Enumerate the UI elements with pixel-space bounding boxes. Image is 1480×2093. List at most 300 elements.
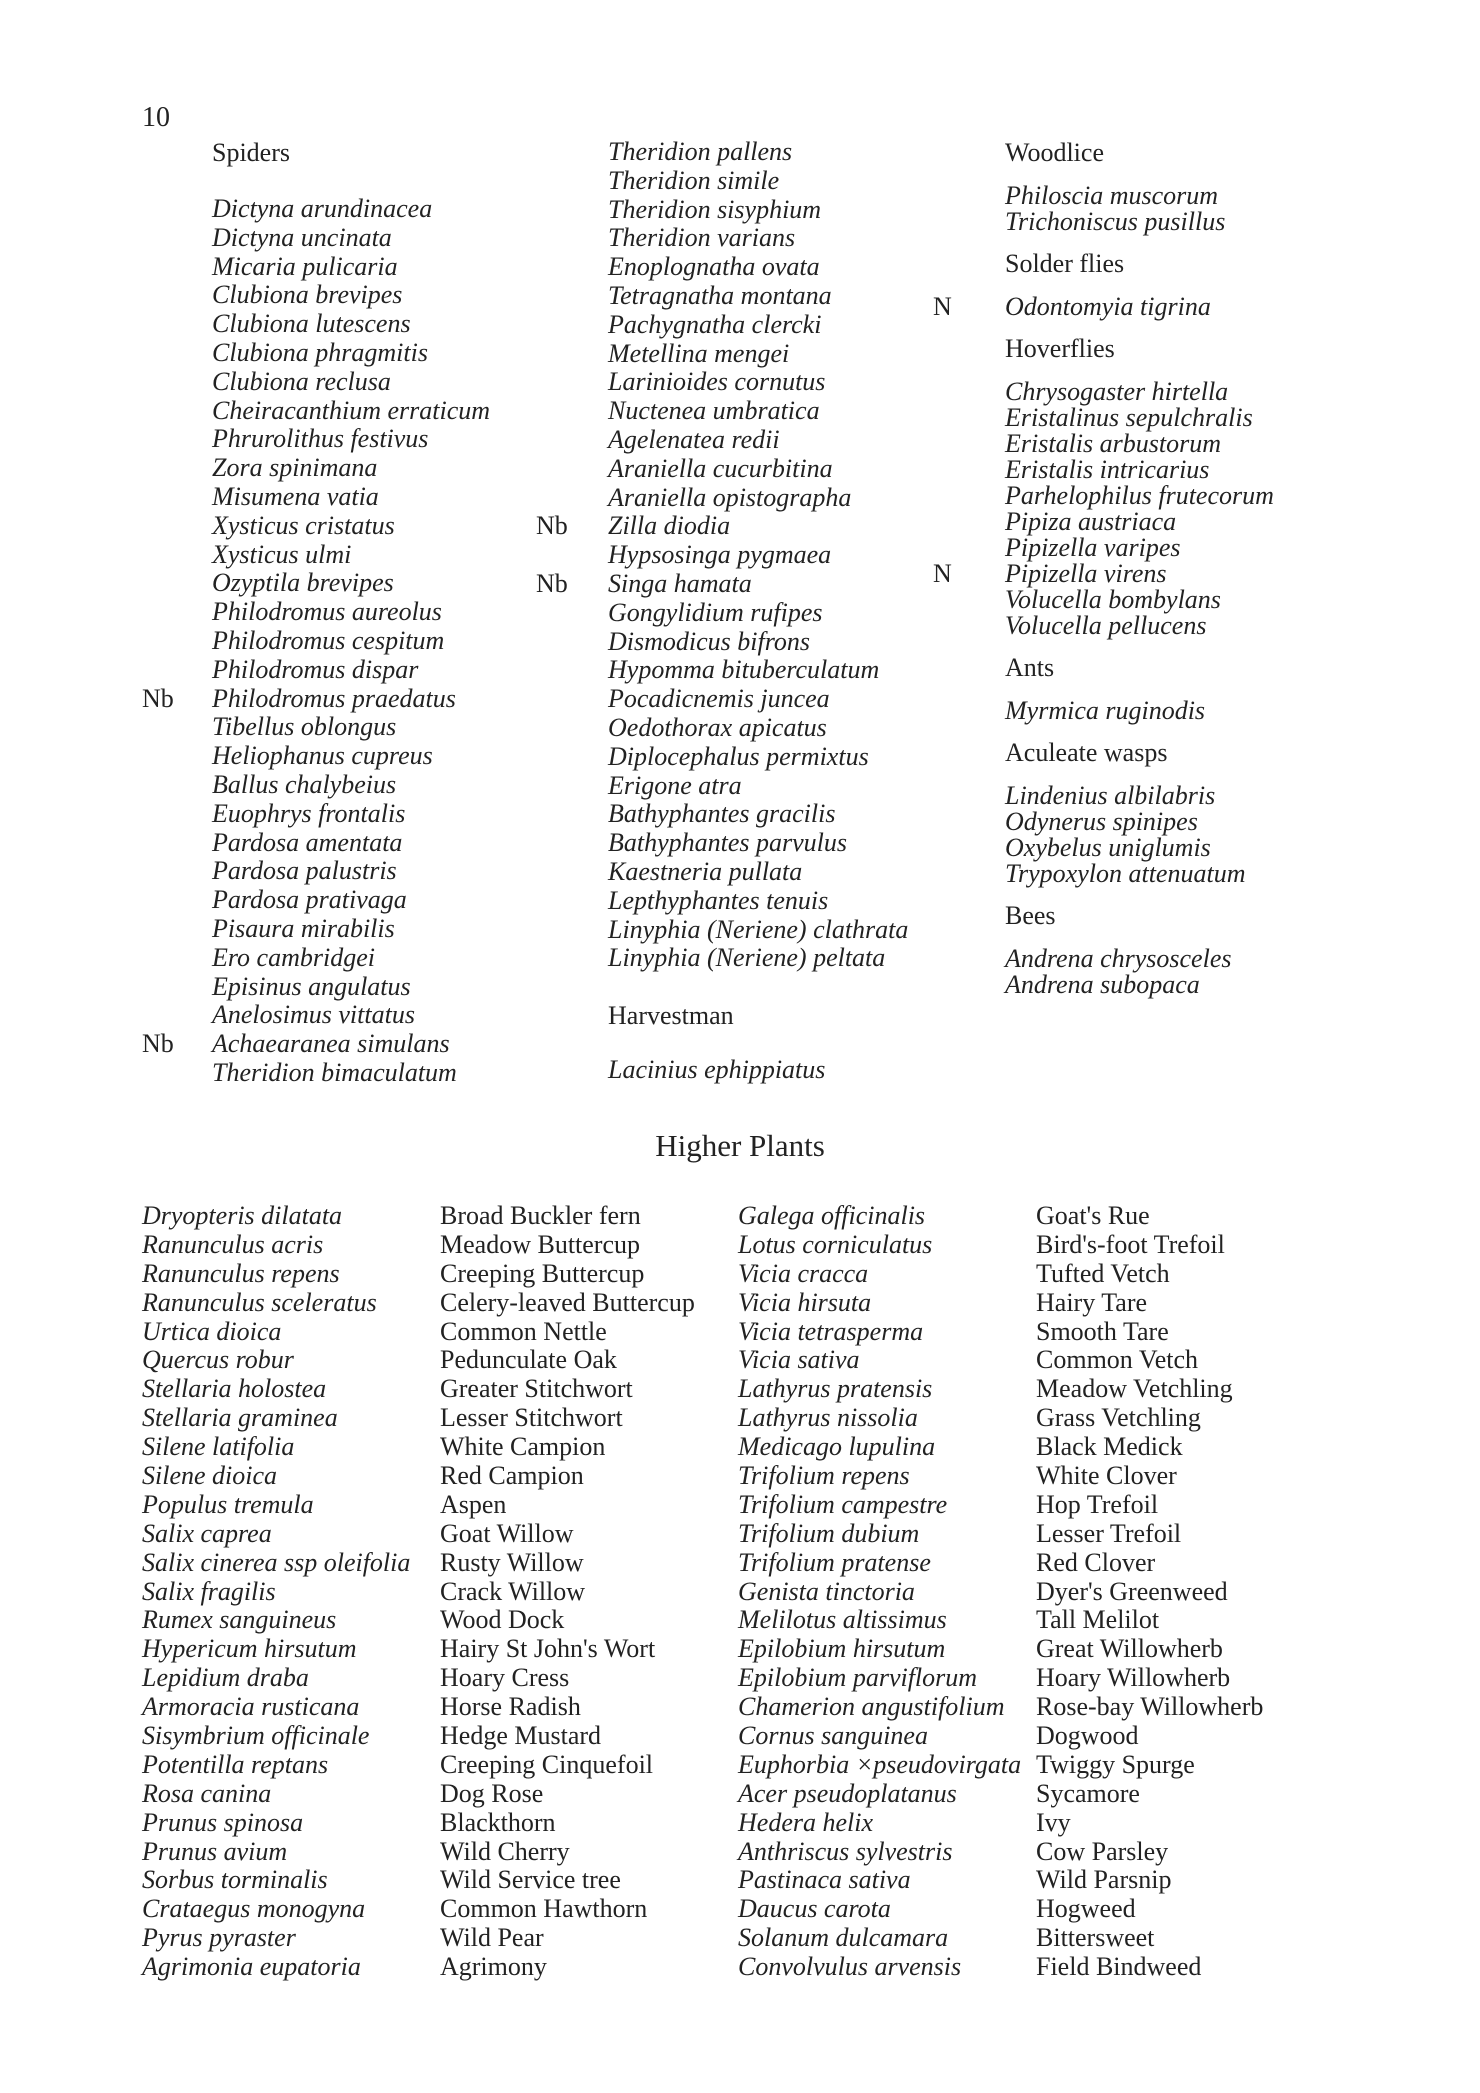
plant-latin-name: Ranunculus acris <box>142 1229 324 1259</box>
species-row <box>536 568 908 599</box>
plant-latin-name: Lathyrus nissolia <box>738 1403 918 1433</box>
plant-common-name: Red Clover <box>1036 1547 1156 1577</box>
species-row <box>608 397 908 426</box>
species-name: Phrurolithus festivus <box>212 424 429 454</box>
plant-latin-name: Stellaria graminea <box>142 1403 338 1433</box>
plant-common-name: Dog Rose <box>440 1778 544 1808</box>
section-heading: Woodlice <box>1005 138 1104 167</box>
plant-row <box>738 1809 1263 1838</box>
species-name: Pipizella varipes <box>1005 533 1181 562</box>
species-row <box>212 829 490 858</box>
species-name: Clubiona lutescens <box>212 309 411 339</box>
species-row <box>212 483 490 512</box>
species-name: Philodromus praedatus <box>212 683 456 713</box>
plant-row <box>738 1838 1263 1867</box>
species-row <box>608 224 908 253</box>
species-row <box>608 656 908 685</box>
plant-row <box>142 1664 695 1693</box>
plant-latin-name: Pastinaca sativa <box>738 1865 911 1895</box>
plant-row <box>738 1404 1263 1433</box>
species-row <box>608 887 908 916</box>
species-row <box>608 196 908 225</box>
species-row <box>1005 972 1274 998</box>
plant-common-name: White Campion <box>440 1432 606 1462</box>
species-list <box>1005 783 1274 887</box>
species-name: Larinioides cornutus <box>608 367 826 397</box>
spiders-list-2 <box>536 137 909 973</box>
plant-row <box>738 1375 1263 1404</box>
plant-latin-name: Cornus sanguinea <box>738 1721 928 1751</box>
species-row <box>608 858 908 887</box>
species-row <box>212 195 490 224</box>
plant-row <box>142 1520 695 1549</box>
plant-latin-name: Epilobium hirsutum <box>738 1634 946 1664</box>
plant-common-name: Dogwood <box>1036 1721 1139 1751</box>
plant-row <box>142 1809 695 1838</box>
plant-latin-name: Silene latifolia <box>142 1432 295 1462</box>
species-name: Philodromus aureolus <box>212 597 442 627</box>
status-mark: Nb <box>536 568 568 598</box>
plant-common-name: Creeping Cinquefoil <box>440 1749 654 1779</box>
plant-latin-name: Salix caprea <box>142 1518 272 1548</box>
status-mark: Nb <box>142 1029 174 1059</box>
plant-latin-name: Lathyrus pratensis <box>738 1374 933 1404</box>
plant-common-name: Smooth Tare <box>1036 1316 1169 1346</box>
species-name: Nuctenea umbratica <box>608 396 820 426</box>
species-row <box>212 973 490 1002</box>
plant-common-name: Black Medick <box>1036 1432 1183 1462</box>
species-row <box>608 138 908 167</box>
plant-latin-name: Pyrus pyraster <box>142 1923 296 1953</box>
species-row <box>608 484 908 513</box>
species-name: Odontomyia tigrina <box>1005 292 1211 321</box>
species-row <box>212 253 490 282</box>
species-row <box>212 425 490 454</box>
plant-common-name: Wild Service tree <box>440 1865 621 1895</box>
plant-row <box>142 1260 695 1289</box>
plant-common-name: Greater Stitchwort <box>440 1374 633 1404</box>
plant-latin-name: Prunus avium <box>142 1836 288 1866</box>
section-heading: Bees <box>1005 901 1056 930</box>
species-row <box>608 368 908 397</box>
species-name: Metellina mengei <box>608 338 790 368</box>
species-row <box>608 944 908 973</box>
section-heading: Hoverflies <box>1005 334 1115 363</box>
species-name: Dictyna uncinata <box>212 222 392 252</box>
plant-row <box>142 1606 695 1635</box>
section-heading-higher-plants: Higher Plants <box>655 1128 825 1163</box>
species-name: Theridion bimaculatum <box>212 1057 457 1087</box>
plant-row <box>142 1289 695 1318</box>
plant-row <box>738 1491 1263 1520</box>
section-heading-spiders: Spiders <box>212 138 290 167</box>
plants-table-right <box>738 1202 1263 1982</box>
plant-common-name: Crack Willow <box>440 1576 586 1606</box>
plant-row <box>142 1693 695 1722</box>
species-row <box>212 512 490 541</box>
plant-latin-name: Daucus carota <box>738 1894 891 1924</box>
species-row <box>212 771 490 800</box>
species-name: Micaria pulicaria <box>212 251 398 281</box>
species-name: Ozyptila brevipes <box>212 568 394 598</box>
species-row <box>1005 457 1274 483</box>
species-row <box>212 857 490 886</box>
plant-latin-name: Urtica dioica <box>142 1316 282 1346</box>
species-name: Zilla diodia <box>608 511 731 541</box>
plant-common-name: Hairy Tare <box>1036 1287 1148 1317</box>
species-name: Pardosa palustris <box>212 856 397 886</box>
species-list <box>1005 698 1274 724</box>
plant-row <box>142 1375 695 1404</box>
species-name: Eristalis arbustorum <box>1005 429 1221 458</box>
plant-row <box>142 1635 695 1664</box>
species-row <box>608 253 908 282</box>
plant-latin-name: Hedera helix <box>738 1807 874 1837</box>
species-list <box>933 292 1274 321</box>
plant-row <box>738 1606 1263 1635</box>
species-name: Heliophanus cupreus <box>212 741 433 771</box>
species-name: Bathyphantes gracilis <box>608 799 836 829</box>
species-row <box>1005 209 1274 235</box>
plant-row <box>142 1895 695 1924</box>
plant-common-name: Field Bindweed <box>1036 1952 1202 1982</box>
plant-common-name: Pedunculate Oak <box>440 1345 617 1375</box>
species-name: Ballus chalybeius <box>212 769 397 799</box>
plant-common-name: Hairy St John's Wort <box>440 1634 656 1664</box>
species-name: Theridion varians <box>608 223 796 253</box>
plant-row <box>142 1491 695 1520</box>
plant-common-name: Common Nettle <box>440 1316 607 1346</box>
species-name: Tetragnatha montana <box>608 280 832 310</box>
plant-latin-name: Anthriscus sylvestris <box>738 1836 953 1866</box>
species-row <box>212 627 490 656</box>
plant-common-name: Grass Vetchling <box>1036 1403 1201 1433</box>
section-heading: Aculeate wasps <box>1005 738 1168 767</box>
plant-common-name: Hedge Mustard <box>440 1721 602 1751</box>
species-name: Pisaura mirabilis <box>212 913 395 943</box>
plant-common-name: Hogweed <box>1036 1894 1136 1924</box>
species-row <box>608 311 908 340</box>
plant-common-name: Ivy <box>1036 1807 1071 1837</box>
plant-latin-name: Sorbus torminalis <box>142 1865 328 1895</box>
species-row <box>1005 861 1274 887</box>
plant-latin-name: Trifolium repens <box>738 1461 910 1491</box>
species-row <box>212 339 490 368</box>
plant-latin-name: Acer pseudoplatanus <box>738 1778 957 1808</box>
plant-row <box>738 1578 1263 1607</box>
species-row <box>1005 809 1274 835</box>
plant-row <box>142 1549 695 1578</box>
plant-row <box>142 1462 695 1491</box>
species-row <box>1005 613 1274 639</box>
plant-common-name: Wild Pear <box>440 1923 544 1953</box>
plant-row <box>738 1549 1263 1578</box>
plant-latin-name: Rumex sanguineus <box>142 1605 337 1635</box>
plant-common-name: Tall Melilot <box>1036 1605 1160 1635</box>
species-row <box>608 628 908 657</box>
species-row <box>933 292 1274 321</box>
species-name: Lepthyphantes tenuis <box>608 885 829 915</box>
species-row <box>212 800 490 829</box>
species-row <box>608 282 908 311</box>
species-row <box>212 656 490 685</box>
plant-latin-name: Agrimonia eupatoria <box>142 1952 361 1982</box>
species-name: Pipizella virens <box>1005 559 1167 588</box>
species-row <box>608 743 908 772</box>
plant-common-name: Great Willowherb <box>1036 1634 1223 1664</box>
species-name: Andrena subopaca <box>1005 970 1200 999</box>
plant-row <box>738 1433 1263 1462</box>
species-row <box>608 800 908 829</box>
plant-common-name: Meadow Vetchling <box>1036 1374 1233 1404</box>
plant-common-name: Bittersweet <box>1036 1923 1155 1953</box>
plant-row <box>142 1404 695 1433</box>
species-name: Philoscia muscorum <box>1005 181 1219 210</box>
species-name: Eristalis intricarius <box>1005 455 1210 484</box>
plant-row <box>142 1231 695 1260</box>
plant-common-name: Goat's Rue <box>1036 1201 1150 1230</box>
plant-row <box>738 1664 1263 1693</box>
plant-latin-name: Quercus robur <box>142 1345 294 1375</box>
species-row <box>1005 509 1274 535</box>
species-row <box>608 772 908 801</box>
species-list <box>933 377 1274 640</box>
plant-common-name: Common Hawthorn <box>440 1894 648 1924</box>
species-name: Pachygnatha clercki <box>608 309 822 339</box>
plant-row <box>142 1866 695 1895</box>
plant-latin-name: Crataegus monogyna <box>142 1894 366 1924</box>
plant-common-name: Wild Cherry <box>440 1836 570 1866</box>
plant-common-name: Wood Dock <box>440 1605 565 1635</box>
plant-common-name: Common Vetch <box>1036 1345 1199 1375</box>
species-row <box>212 368 490 397</box>
species-row <box>608 685 908 714</box>
species-name: Achaearanea simulans <box>212 1029 450 1059</box>
plant-latin-name: Chamerion angustifolium <box>738 1692 1005 1722</box>
species-row <box>1005 946 1274 972</box>
plant-latin-name: Rosa canina <box>142 1778 272 1808</box>
plant-latin-name: Dryopteris dilatata <box>142 1201 343 1230</box>
plant-latin-name: Melilotus altissimus <box>738 1605 947 1635</box>
species-row <box>608 599 908 628</box>
species-name: Xysticus ulmi <box>212 539 352 569</box>
plant-row <box>738 1260 1263 1289</box>
plant-latin-name: Galega officinalis <box>738 1201 926 1230</box>
plant-row <box>738 1693 1263 1722</box>
species-row <box>1005 483 1274 509</box>
species-row <box>1005 698 1274 724</box>
species-row <box>1005 379 1274 405</box>
species-row <box>536 511 908 541</box>
species-row <box>608 829 908 858</box>
species-row <box>608 714 908 743</box>
plant-latin-name: Stellaria holostea <box>142 1374 327 1404</box>
plant-common-name: Blackthorn <box>440 1807 556 1837</box>
plant-common-name: Bird's-foot Trefoil <box>1036 1229 1225 1259</box>
species-name: Singa hamata <box>608 568 752 598</box>
plant-row <box>142 1433 695 1462</box>
species-name: Erigone atra <box>608 770 742 800</box>
plant-latin-name: Medicago lupulina <box>738 1432 936 1462</box>
spiders-list-1 <box>142 194 491 1088</box>
species-row <box>142 683 490 714</box>
species-row <box>608 340 908 369</box>
plant-common-name: Red Campion <box>440 1461 584 1491</box>
species-row <box>212 454 490 483</box>
plant-latin-name: Trifolium campestre <box>738 1489 948 1519</box>
plant-row <box>738 1751 1263 1780</box>
species-row <box>1005 535 1274 561</box>
species-name: Clubiona brevipes <box>212 280 403 310</box>
plant-common-name: Broad Buckler fern <box>440 1201 641 1230</box>
species-list <box>1005 946 1274 998</box>
plant-row <box>738 1346 1263 1375</box>
species-row <box>212 944 490 973</box>
species-name: Clubiona phragmitis <box>212 337 428 367</box>
plant-row <box>738 1318 1263 1347</box>
plant-latin-name: Vicia tetrasperma <box>738 1316 924 1346</box>
status-mark: Nb <box>536 511 568 541</box>
species-name: Dictyna arundinacea <box>212 194 433 223</box>
species-row <box>608 455 908 484</box>
plant-row <box>738 1231 1263 1260</box>
species-row <box>1005 405 1274 431</box>
plant-common-name: Meadow Buttercup <box>440 1229 641 1259</box>
status-mark: N <box>933 559 952 588</box>
species-row <box>212 1059 490 1088</box>
species-name: Oxybelus uniglumis <box>1005 833 1211 862</box>
species-name: Pocadicnemis juncea <box>608 684 830 714</box>
plant-latin-name: Ranunculus sceleratus <box>142 1287 377 1317</box>
species-name: Euophrys frontalis <box>212 798 406 828</box>
plant-row <box>142 1924 695 1953</box>
species-name: Bathyphantes parvulus <box>608 828 848 858</box>
plant-row <box>142 1838 695 1867</box>
plant-latin-name: Sisymbrium officinale <box>142 1721 370 1751</box>
plant-latin-name: Armoracia rusticana <box>142 1692 360 1722</box>
species-name: Linyphia (Neriene) peltata <box>608 943 886 973</box>
plant-row <box>142 1953 695 1982</box>
plant-common-name: Twiggy Spurge <box>1036 1749 1195 1779</box>
species-name: Misumena vatia <box>212 481 379 511</box>
page-number: 10 <box>142 102 170 133</box>
species-row <box>142 1029 490 1059</box>
species-name: Pardosa prativaga <box>212 885 407 915</box>
plant-latin-name: Genista tinctoria <box>738 1576 915 1606</box>
plant-row <box>142 1578 695 1607</box>
species-row <box>608 426 908 455</box>
species-row <box>212 397 490 426</box>
species-name: Volucella pellucens <box>1005 611 1207 640</box>
plant-latin-name: Populus tremula <box>142 1489 314 1519</box>
spiders-column-1 <box>142 138 491 1088</box>
species-row <box>1005 587 1274 613</box>
plant-latin-name: Vicia hirsuta <box>738 1287 872 1317</box>
species-name: Parhelophilus frutecorum <box>1005 481 1274 510</box>
status-mark: N <box>933 292 952 321</box>
plant-common-name: Rose-bay Willowherb <box>1036 1692 1264 1722</box>
plant-latin-name: Euphorbia ×pseudovirgata <box>738 1749 1022 1779</box>
plant-common-name: Horse Radish <box>440 1692 581 1722</box>
species-name: Eristalinus sepulchralis <box>1005 403 1253 432</box>
plant-common-name: Dyer's Greenweed <box>1036 1576 1228 1606</box>
species-name: Pipiza austriaca <box>1005 507 1177 536</box>
plant-latin-name: Hypericum hirsutum <box>142 1634 357 1664</box>
plant-row <box>142 1346 695 1375</box>
species-name: Lacinius ephippiatus <box>608 1055 826 1085</box>
species-name: Hypsosinga pygmaea <box>608 540 832 570</box>
plant-latin-name: Prunus spinosa <box>142 1807 304 1837</box>
species-row <box>212 224 490 253</box>
plant-row <box>738 1722 1263 1751</box>
species-row <box>1005 835 1274 861</box>
species-name: Zora spinimana <box>212 453 378 483</box>
plant-row <box>142 1318 695 1347</box>
species-name: Anelosimus vittatus <box>212 1000 415 1030</box>
species-name: Gongylidium rufipes <box>608 597 823 627</box>
species-name: Araniella cucurbitina <box>608 453 833 483</box>
species-row <box>608 541 908 570</box>
species-name: Cheiracanthium erraticum <box>212 395 491 425</box>
species-name: Theridion pallens <box>608 137 793 166</box>
plant-row <box>738 1635 1263 1664</box>
plant-latin-name: Lepidium draba <box>142 1663 309 1693</box>
species-name: Odynerus spinipes <box>1005 807 1198 836</box>
species-list <box>1005 183 1274 235</box>
species-name: Araniella opistographa <box>608 482 852 512</box>
species-row <box>608 167 908 196</box>
species-name: Lindenius albilabris <box>1005 781 1216 810</box>
plant-row <box>738 1520 1263 1549</box>
plant-common-name: Creeping Buttercup <box>440 1258 645 1288</box>
plant-row <box>738 1462 1263 1491</box>
plant-latin-name: Potentilla reptans <box>142 1749 329 1779</box>
plant-row <box>738 1202 1263 1231</box>
species-row <box>212 1001 490 1030</box>
plant-common-name: Rusty Willow <box>440 1547 584 1577</box>
species-row <box>212 886 490 915</box>
plant-common-name: Hoary Cress <box>440 1663 570 1693</box>
species-name: Agelenatea redii <box>608 424 780 454</box>
insects-column <box>933 138 1274 999</box>
plant-common-name: Agrimony <box>440 1952 547 1982</box>
plant-common-name: Celery-leaved Buttercup <box>440 1287 695 1317</box>
plant-common-name: White Clover <box>1036 1461 1177 1491</box>
plant-row <box>738 1289 1263 1318</box>
plant-latin-name: Trifolium dubium <box>738 1518 920 1548</box>
species-name: Tibellus oblongus <box>212 712 397 742</box>
plant-common-name: Aspen <box>440 1489 507 1519</box>
species-name: Trypoxylon attenuatum <box>1005 859 1246 888</box>
species-row <box>212 742 490 771</box>
species-name: Dismodicus bifrons <box>608 626 810 656</box>
plant-common-name: Hoary Willowherb <box>1036 1663 1231 1693</box>
species-row <box>1005 183 1274 209</box>
plant-common-name: Goat Willow <box>440 1518 574 1548</box>
species-row <box>212 915 490 944</box>
harvestman-list <box>608 1056 908 1085</box>
plant-row <box>142 1202 695 1231</box>
species-name: Xysticus cristatus <box>212 510 395 540</box>
species-name: Theridion sisyphium <box>608 194 822 224</box>
plant-latin-name: Epilobium parviflorum <box>738 1663 978 1693</box>
plant-row <box>738 1866 1263 1895</box>
plant-common-name: Lesser Trefoil <box>1036 1518 1182 1548</box>
species-name: Philodromus dispar <box>212 654 419 684</box>
species-row <box>212 598 490 627</box>
plant-common-name: Sycamore <box>1036 1778 1140 1808</box>
species-row <box>212 281 490 310</box>
